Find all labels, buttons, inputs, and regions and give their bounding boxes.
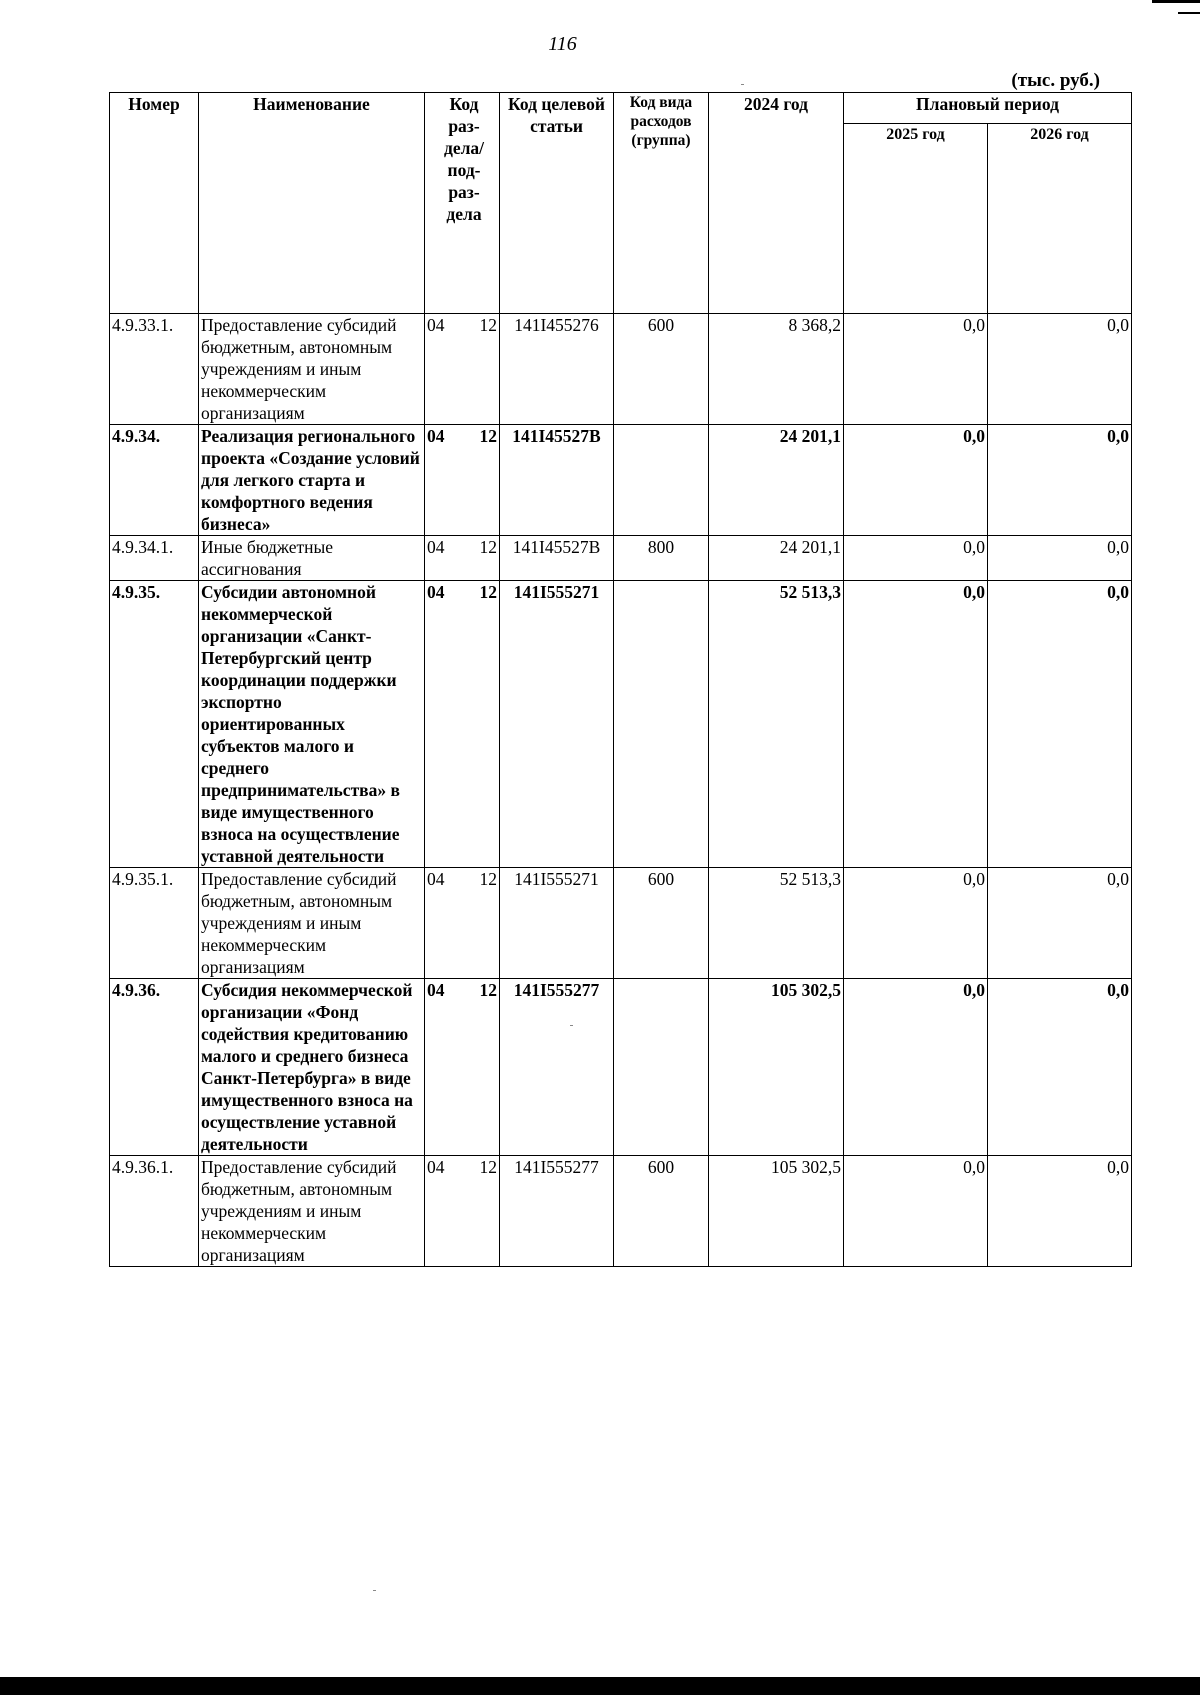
table-row: [110, 868, 1132, 979]
row-target-code: 141I555271: [500, 581, 614, 868]
section-code: 04: [427, 426, 445, 446]
section-code: 04: [427, 869, 445, 889]
row-number: 4.9.36.: [110, 979, 199, 1156]
row-name: Предоставление субсидий бюджетным, автономным учреждениям и иным некоммерческим организациям: [199, 1156, 425, 1267]
header-name: Наименование: [199, 93, 425, 314]
row-value-2025: 0,0: [844, 868, 988, 979]
subsection-code: 12: [479, 315, 497, 335]
section-code: 04: [427, 1157, 445, 1177]
row-value-2025: 0,0: [844, 425, 988, 536]
row-expense-type: 600: [614, 314, 709, 425]
row-value-2026: 0,0: [988, 581, 1132, 868]
header-target-code: Код целевой статьи: [500, 93, 614, 314]
row-number: 4.9.34.: [110, 425, 199, 536]
table-row: [110, 314, 1132, 425]
row-expense-type: [614, 425, 709, 536]
scan-bottom-edge: [0, 1677, 1200, 1695]
row-section-code: [425, 314, 500, 425]
row-value-2026: 0,0: [988, 868, 1132, 979]
row-target-code: 141I45527В: [500, 425, 614, 536]
row-number: 4.9.33.1.: [110, 314, 199, 425]
header-year-2026: 2026 год: [988, 123, 1132, 313]
row-section-code: [425, 868, 500, 979]
scan-edge-mark: [1152, 0, 1200, 3]
row-section-code: [425, 979, 500, 1156]
budget-table: [109, 92, 1132, 1267]
row-value-2025: 0,0: [844, 314, 988, 425]
subsection-code: 12: [479, 1157, 497, 1177]
row-expense-type: 600: [614, 868, 709, 979]
row-value-2024: 105 302,5: [709, 979, 844, 1156]
row-expense-type: 600: [614, 1156, 709, 1267]
section-code: 04: [427, 537, 445, 557]
subsection-code: 12: [479, 537, 497, 557]
header-expense-type: Код вида расходов (группа): [614, 93, 709, 314]
row-target-code: 141I555277: [500, 979, 614, 1156]
section-code: 04: [427, 315, 445, 335]
row-value-2025: 0,0: [844, 979, 988, 1156]
row-expense-type: [614, 581, 709, 868]
row-target-code: 141I555277: [500, 1156, 614, 1267]
header-planned-period: Плановый период: [844, 93, 1132, 124]
row-target-code: 141I45527В: [500, 536, 614, 581]
row-value-2025: 0,0: [844, 581, 988, 868]
row-number: 4.9.34.1.: [110, 536, 199, 581]
row-name: Предоставление субсидий бюджетным, автономным учреждениям и иным некоммерческим организациям: [199, 868, 425, 979]
row-value-2025: 0,0: [844, 536, 988, 581]
row-value-2026: 0,0: [988, 1156, 1132, 1267]
row-value-2024: 52 513,3: [709, 868, 844, 979]
table-row: [110, 1156, 1132, 1267]
table-row: [110, 979, 1132, 1156]
row-section-code: [425, 536, 500, 581]
row-name: Иные бюджетные ассигнования: [199, 536, 425, 581]
header-year-2024: 2024 год: [709, 93, 844, 314]
row-value-2026: 0,0: [988, 536, 1132, 581]
row-number: 4.9.35.: [110, 581, 199, 868]
table-row: [110, 581, 1132, 868]
row-value-2024: 52 513,3: [709, 581, 844, 868]
row-value-2026: 0,0: [988, 425, 1132, 536]
row-name: Реализация регионального проекта «Создание условий для легкого старта и комфортного ведения бизнеса»: [199, 425, 425, 536]
row-value-2026: 0,0: [988, 979, 1132, 1156]
row-section-code: [425, 581, 500, 868]
row-value-2024: 24 201,1: [709, 425, 844, 536]
row-value-2024: 24 201,1: [709, 536, 844, 581]
row-expense-type: 800: [614, 536, 709, 581]
row-section-code: [425, 425, 500, 536]
section-code: 04: [427, 980, 445, 1000]
section-code: 04: [427, 582, 445, 602]
table-row: [110, 536, 1132, 581]
row-value-2024: 105 302,5: [709, 1156, 844, 1267]
subsection-code: 12: [479, 980, 497, 1000]
scan-speck: [741, 84, 744, 85]
row-value-2026: 0,0: [988, 314, 1132, 425]
row-name: Субсидия некоммерческой организации «Фонд содействия кредитованию малого и среднего бизнеса Санкт-Петербурга» в виде имущественного взноса на осуществление уставной деятельности: [199, 979, 425, 1156]
subsection-code: 12: [479, 426, 497, 446]
row-value-2025: 0,0: [844, 1156, 988, 1267]
subsection-code: 12: [479, 582, 497, 602]
row-expense-type: [614, 979, 709, 1156]
row-value-2024: 8 368,2: [709, 314, 844, 425]
row-name: Субсидии автономной некоммерческой организации «Санкт-Петербургский центр координации поддержки экспортно ориентированных субъектов малого и среднего предпринимательства» в виде имущественного взноса на осуществление уставной деятельности: [199, 581, 425, 868]
scan-speck: [373, 1590, 376, 1591]
header-section-code: Код раз- дела/ под- раз- дела: [425, 93, 500, 314]
scan-speck: [570, 1025, 573, 1026]
row-target-code: 141I555271: [500, 868, 614, 979]
row-section-code: [425, 1156, 500, 1267]
row-name: Предоставление субсидий бюджетным, автономным учреждениям и иным некоммерческим организациям: [199, 314, 425, 425]
subsection-code: 12: [479, 869, 497, 889]
page-number: 116: [548, 33, 577, 55]
row-number: 4.9.35.1.: [110, 868, 199, 979]
row-number: 4.9.36.1.: [110, 1156, 199, 1267]
scan-edge-mark: [1178, 12, 1200, 14]
header-year-2025: 2025 год: [844, 123, 988, 313]
row-target-code: 141I455276: [500, 314, 614, 425]
unit-label: (тыс. руб.): [1011, 70, 1100, 91]
table-row: [110, 425, 1132, 536]
header-number: Номер: [110, 93, 199, 314]
